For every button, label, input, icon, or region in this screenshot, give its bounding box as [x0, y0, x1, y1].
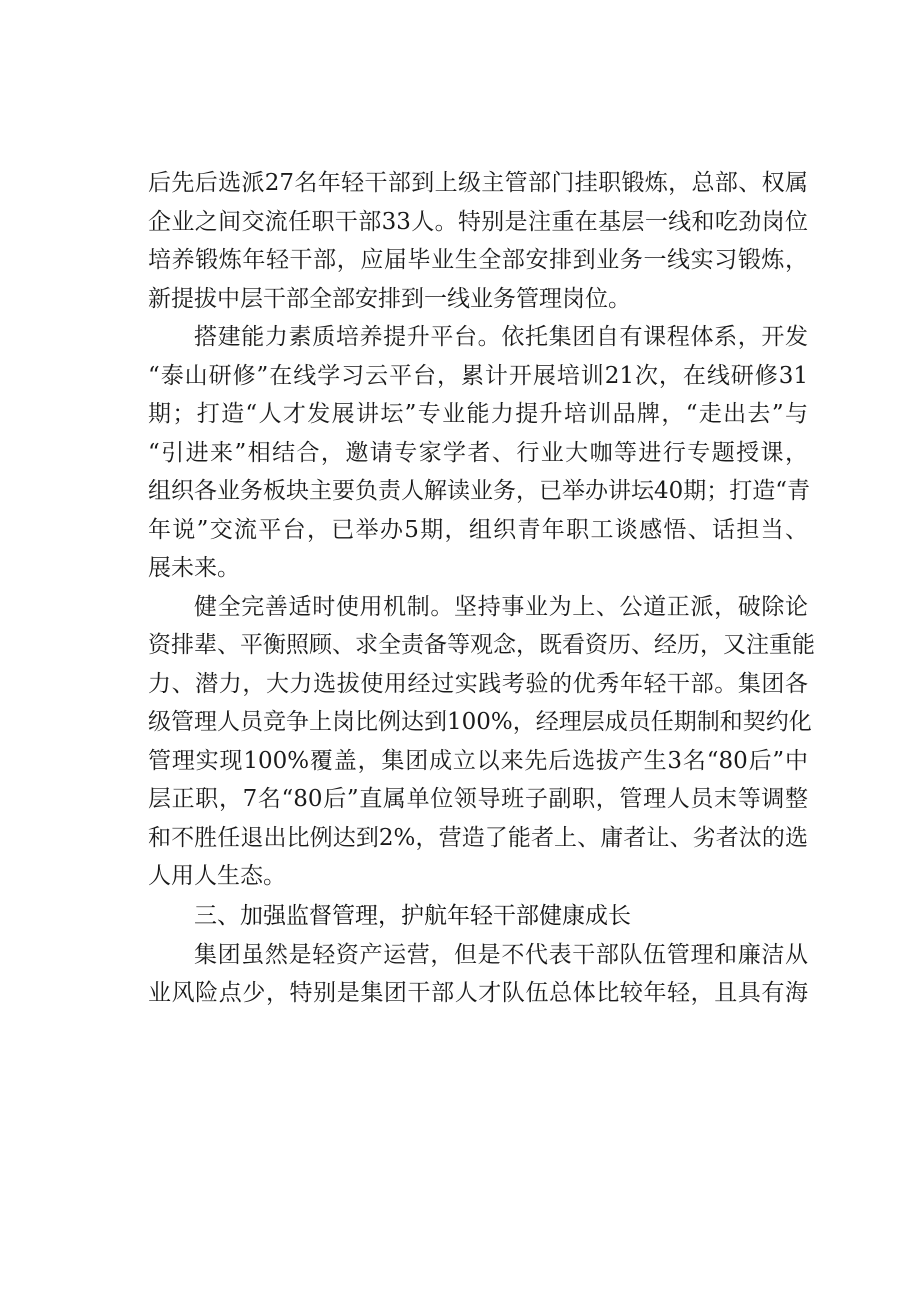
text-line: 搭建能力素质培养提升平台。依托集团自有课程体系，开发: [194, 324, 808, 350]
section-heading: 三、加强监督管理，护航年轻干部健康成长: [194, 902, 631, 929]
text-line: 企业之间交流任职干部33人。特别是注重在基层一线和吃劲岗位: [148, 208, 808, 235]
text-line: 年说”交流平台，已举办5期，组织青年职工谈感悟、话担当、: [148, 516, 808, 543]
text-line: 管理实现100%覆盖，集团成立以来先后选拔产生3名“80后”中: [148, 747, 808, 774]
text-line: “泰山研修”在线学习云平台，累计开展培训21次，在线研修31: [148, 362, 808, 389]
paragraph-dispatch-cadres: [148, 164, 808, 318]
text-line: 新提拔中层干部全部安排到一线业务管理岗位。: [148, 285, 631, 312]
text-line: 级管理人员竞争上岗比例达到100%，经理层成员任期制和契约化: [148, 709, 812, 735]
text-line: 力、潜力，大力选拔使用经过实践考验的优秀年轻干部。集团各: [148, 670, 808, 697]
text-line: 培养锻炼年轻干部，应届毕业生全部安排到业务一线实习锻炼，: [148, 247, 808, 273]
paragraph-usage-mechanism: [148, 588, 815, 896]
text-line: 展未来。: [148, 555, 240, 581]
text-line: 健全完善适时使用机制。坚持事业为上、公道正派，破除论: [194, 593, 808, 620]
text-line: 期；打造“人才发展讲坛”专业能力提升培训品牌，“走出去”与: [148, 401, 808, 427]
text-line: “引进来”相结合，邀请专家学者、行业大咖等进行专题授课，: [148, 439, 808, 466]
text-line: 层正职，7名“80后”直属单位领导班子副职，管理人员末等调整: [148, 786, 808, 812]
text-line: 组织各业务板块主要负责人解读业务，已举办讲坛40期；打造“青: [148, 478, 811, 504]
document-body: [148, 164, 815, 1013]
text-line: 后先后选派27名年轻干部到上级主管部门挂职锻炼，总部、权属: [148, 170, 808, 196]
text-line: 人用人生态。: [148, 863, 286, 889]
text-line: 和不胜任退出比例达到2%，营造了能者上、庸者让、劣者汰的选: [148, 824, 808, 851]
text-line: 集团虽然是轻资产运营，但是不代表干部队伍管理和廉洁从: [194, 941, 808, 968]
paragraph-training-platform: [148, 318, 811, 588]
paragraph-supervision: [148, 936, 808, 1013]
text-line: 业风险点少，特别是集团干部人才队伍总体比较年轻，且具有海: [148, 980, 808, 1006]
text-line: 资排辈、平衡照顾、求全责备等观念，既看资历、经历，又注重能: [148, 632, 815, 658]
